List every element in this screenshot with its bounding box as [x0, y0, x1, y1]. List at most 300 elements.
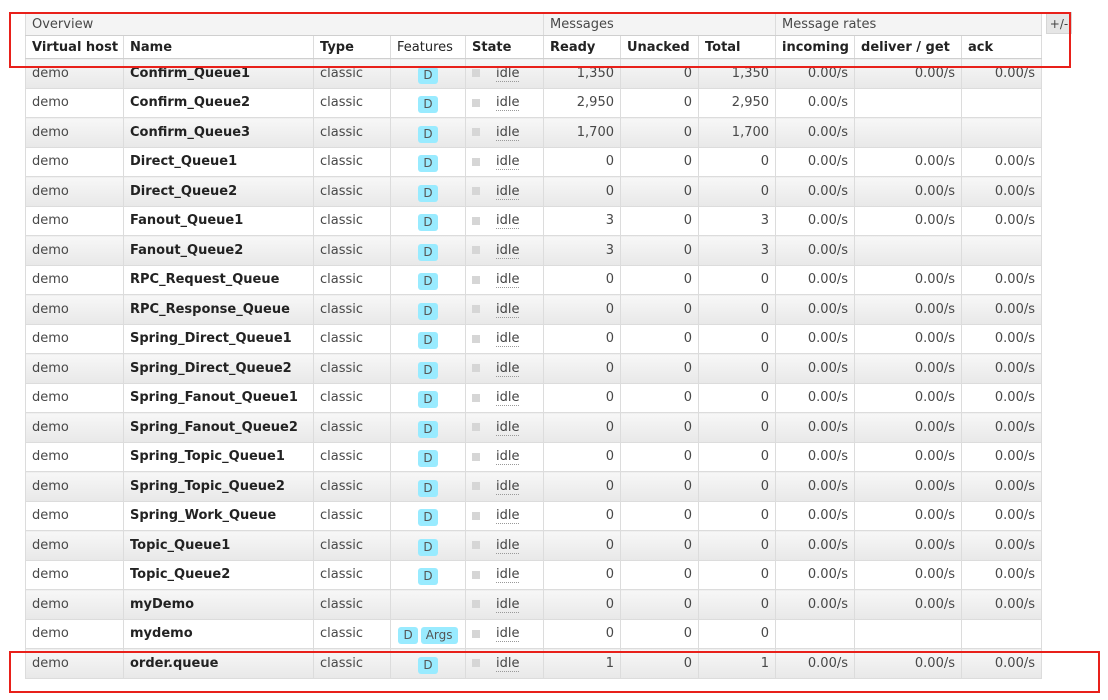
- state-cell: [466, 560, 544, 590]
- state-cell: [466, 147, 544, 177]
- ready-cell: 1,350: [544, 59, 621, 89]
- features-cell: [391, 531, 466, 561]
- column-header-row: [26, 36, 1042, 59]
- type-cell: classic: [314, 383, 391, 413]
- state-square-icon: [472, 335, 480, 343]
- unacked-cell: 0: [621, 413, 699, 443]
- features-cell: [391, 354, 466, 384]
- col-type[interactable]: Type: [314, 36, 391, 59]
- ack-rate-cell: 0.00/s: [962, 354, 1042, 384]
- features-cell: [391, 236, 466, 266]
- virtual-host-cell: demo: [26, 177, 124, 207]
- type-cell: classic: [314, 324, 391, 354]
- table-row: [26, 531, 1042, 561]
- unacked-cell: 0: [621, 590, 699, 620]
- type-cell: classic: [314, 413, 391, 443]
- total-cell: 1,700: [699, 118, 776, 148]
- deliver-get-rate-cell: 0.00/s: [855, 206, 962, 236]
- state-square-icon: [472, 600, 480, 608]
- deliver-get-rate-cell: [855, 88, 962, 118]
- features-cell: [391, 118, 466, 148]
- state-cell: [466, 442, 544, 472]
- virtual-host-cell: demo: [26, 324, 124, 354]
- incoming-rate-cell: 0.00/s: [776, 472, 855, 502]
- virtual-host-cell: demo: [26, 649, 124, 679]
- queue-name-link[interactable]: Spring_Fanout_Queue2: [124, 413, 314, 443]
- queue-name-link[interactable]: Spring_Topic_Queue1: [124, 442, 314, 472]
- deliver-get-rate-cell: 0.00/s: [855, 383, 962, 413]
- features-cell: [391, 265, 466, 295]
- virtual-host-cell: demo: [26, 354, 124, 384]
- queue-name-link[interactable]: Fanout_Queue2: [124, 236, 314, 266]
- deliver-get-rate-cell: 0.00/s: [855, 531, 962, 561]
- table-row: [26, 560, 1042, 590]
- incoming-rate-cell: [776, 619, 855, 649]
- features-cell: [391, 619, 466, 649]
- queue-rows: [26, 59, 1042, 679]
- state-cell: [466, 177, 544, 207]
- unacked-cell: 0: [621, 442, 699, 472]
- table-row: [26, 413, 1042, 443]
- incoming-rate-cell: 0.00/s: [776, 147, 855, 177]
- unacked-cell: 0: [621, 560, 699, 590]
- durable-badge: D: [418, 244, 437, 261]
- queue-name-link[interactable]: Spring_Work_Queue: [124, 501, 314, 531]
- queue-name-link[interactable]: Direct_Queue2: [124, 177, 314, 207]
- total-cell: 0: [699, 383, 776, 413]
- features-cell: [391, 324, 466, 354]
- ready-cell: 0: [544, 295, 621, 325]
- ack-rate-cell: 0.00/s: [962, 590, 1042, 620]
- ack-rate-cell: 0.00/s: [962, 295, 1042, 325]
- type-cell: classic: [314, 59, 391, 89]
- state-cell: [466, 590, 544, 620]
- virtual-host-cell: demo: [26, 236, 124, 266]
- ack-rate-cell: 0.00/s: [962, 206, 1042, 236]
- unacked-cell: 0: [621, 472, 699, 502]
- incoming-rate-cell: 0.00/s: [776, 442, 855, 472]
- ack-rate-cell: [962, 619, 1042, 649]
- type-cell: classic: [314, 177, 391, 207]
- state-square-icon: [472, 364, 480, 372]
- deliver-get-rate-cell: 0.00/s: [855, 442, 962, 472]
- ack-rate-cell: 0.00/s: [962, 147, 1042, 177]
- virtual-host-cell: demo: [26, 619, 124, 649]
- state-cell: [466, 383, 544, 413]
- unacked-cell: 0: [621, 118, 699, 148]
- state-label: idle: [496, 655, 520, 671]
- unacked-cell: 0: [621, 324, 699, 354]
- incoming-rate-cell: 0.00/s: [776, 177, 855, 207]
- total-cell: 0: [699, 501, 776, 531]
- state-square-icon: [472, 453, 480, 461]
- state-cell: [466, 59, 544, 89]
- durable-badge: D: [418, 480, 437, 497]
- features-cell: [391, 590, 466, 620]
- table-row: [26, 118, 1042, 148]
- total-cell: 0: [699, 147, 776, 177]
- table-row: [26, 501, 1042, 531]
- unacked-cell: 0: [621, 177, 699, 207]
- args-badge: Args: [421, 627, 458, 644]
- table-row: [26, 383, 1042, 413]
- ready-cell: 0: [544, 413, 621, 443]
- durable-badge: D: [418, 96, 437, 113]
- incoming-rate-cell: 0.00/s: [776, 88, 855, 118]
- deliver-get-rate-cell: 0.00/s: [855, 59, 962, 89]
- queues-table: [25, 12, 1042, 679]
- queue-name-link[interactable]: Spring_Direct_Queue2: [124, 354, 314, 384]
- incoming-rate-cell: 0.00/s: [776, 590, 855, 620]
- col-deliver-get[interactable]: deliver / get: [855, 36, 962, 59]
- state-square-icon: [472, 482, 480, 490]
- state-cell: [466, 324, 544, 354]
- deliver-get-rate-cell: [855, 619, 962, 649]
- type-cell: classic: [314, 531, 391, 561]
- queue-name-link[interactable]: Fanout_Queue1: [124, 206, 314, 236]
- state-square-icon: [472, 423, 480, 431]
- queue-name-link[interactable]: Confirm_Queue2: [124, 88, 314, 118]
- ack-rate-cell: 0.00/s: [962, 265, 1042, 295]
- total-cell: 1,350: [699, 59, 776, 89]
- state-cell: [466, 649, 544, 679]
- unacked-cell: 0: [621, 354, 699, 384]
- deliver-get-rate-cell: 0.00/s: [855, 560, 962, 590]
- virtual-host-cell: demo: [26, 206, 124, 236]
- ack-rate-cell: 0.00/s: [962, 177, 1042, 207]
- state-label: idle: [496, 331, 520, 347]
- unacked-cell: 0: [621, 531, 699, 561]
- state-label: idle: [496, 537, 520, 553]
- queue-name-link[interactable]: Topic_Queue2: [124, 560, 314, 590]
- durable-badge: D: [418, 67, 437, 84]
- unacked-cell: 0: [621, 88, 699, 118]
- state-label: idle: [496, 183, 520, 199]
- state-label: idle: [496, 567, 520, 583]
- virtual-host-cell: demo: [26, 147, 124, 177]
- incoming-rate-cell: 0.00/s: [776, 354, 855, 384]
- features-cell: [391, 88, 466, 118]
- durable-badge: D: [418, 273, 437, 290]
- table-row: [26, 59, 1042, 89]
- total-cell: 0: [699, 531, 776, 561]
- state-cell: [466, 118, 544, 148]
- queue-name-link[interactable]: Topic_Queue1: [124, 531, 314, 561]
- incoming-rate-cell: 0.00/s: [776, 59, 855, 89]
- state-label: idle: [496, 124, 520, 140]
- queue-name-link[interactable]: myDemo: [124, 590, 314, 620]
- ack-rate-cell: 0.00/s: [962, 59, 1042, 89]
- total-cell: 0: [699, 354, 776, 384]
- table-row: [26, 295, 1042, 325]
- deliver-get-rate-cell: [855, 236, 962, 266]
- queue-name-link[interactable]: RPC_Response_Queue: [124, 295, 314, 325]
- total-cell: 0: [699, 265, 776, 295]
- incoming-rate-cell: 0.00/s: [776, 649, 855, 679]
- col-ready[interactable]: Ready: [544, 36, 621, 59]
- ready-cell: 0: [544, 619, 621, 649]
- type-cell: classic: [314, 590, 391, 620]
- column-toggle-button[interactable]: +/-: [1046, 12, 1072, 34]
- group-header-row: [26, 13, 1042, 36]
- queue-name-link[interactable]: Confirm_Queue1: [124, 59, 314, 89]
- virtual-host-cell: demo: [26, 472, 124, 502]
- deliver-get-rate-cell: 0.00/s: [855, 501, 962, 531]
- type-cell: classic: [314, 88, 391, 118]
- state-cell: [466, 472, 544, 502]
- incoming-rate-cell: 0.00/s: [776, 324, 855, 354]
- ack-rate-cell: 0.00/s: [962, 649, 1042, 679]
- deliver-get-rate-cell: 0.00/s: [855, 177, 962, 207]
- virtual-host-cell: demo: [26, 501, 124, 531]
- state-label: idle: [496, 390, 520, 406]
- deliver-get-rate-cell: 0.00/s: [855, 324, 962, 354]
- unacked-cell: 0: [621, 295, 699, 325]
- state-label: idle: [496, 154, 520, 170]
- ack-rate-cell: 0.00/s: [962, 383, 1042, 413]
- features-cell: [391, 147, 466, 177]
- durable-badge: D: [398, 627, 417, 644]
- virtual-host-cell: demo: [26, 118, 124, 148]
- table-row: [26, 265, 1042, 295]
- deliver-get-rate-cell: 0.00/s: [855, 354, 962, 384]
- ready-cell: 0: [544, 383, 621, 413]
- durable-badge: D: [418, 303, 437, 320]
- features-cell: [391, 206, 466, 236]
- incoming-rate-cell: 0.00/s: [776, 413, 855, 443]
- unacked-cell: 0: [621, 501, 699, 531]
- type-cell: classic: [314, 501, 391, 531]
- deliver-get-rate-cell: 0.00/s: [855, 590, 962, 620]
- state-square-icon: [472, 630, 480, 638]
- virtual-host-cell: demo: [26, 590, 124, 620]
- state-label: idle: [496, 213, 520, 229]
- state-square-icon: [472, 541, 480, 549]
- state-cell: [466, 265, 544, 295]
- group-messages: Messages: [544, 13, 776, 36]
- table-row: [26, 236, 1042, 266]
- table-row: [26, 649, 1042, 679]
- ack-rate-cell: 0.00/s: [962, 501, 1042, 531]
- incoming-rate-cell: 0.00/s: [776, 295, 855, 325]
- col-ack[interactable]: ack: [962, 36, 1042, 59]
- state-square-icon: [472, 128, 480, 136]
- durable-badge: D: [418, 332, 437, 349]
- table-row: [26, 206, 1042, 236]
- type-cell: classic: [314, 295, 391, 325]
- col-incoming[interactable]: incoming: [776, 36, 855, 59]
- state-cell: [466, 88, 544, 118]
- virtual-host-cell: demo: [26, 531, 124, 561]
- durable-badge: D: [418, 421, 437, 438]
- deliver-get-rate-cell: 0.00/s: [855, 472, 962, 502]
- deliver-get-rate-cell: [855, 118, 962, 148]
- queue-name-link[interactable]: RPC_Request_Queue: [124, 265, 314, 295]
- state-square-icon: [472, 276, 480, 284]
- durable-badge: D: [418, 568, 437, 585]
- incoming-rate-cell: 0.00/s: [776, 118, 855, 148]
- deliver-get-rate-cell: 0.00/s: [855, 147, 962, 177]
- ack-rate-cell: 0.00/s: [962, 324, 1042, 354]
- table-row: [26, 88, 1042, 118]
- total-cell: 0: [699, 590, 776, 620]
- table-row: [26, 354, 1042, 384]
- total-cell: 0: [699, 413, 776, 443]
- unacked-cell: 0: [621, 236, 699, 266]
- ack-rate-cell: 0.00/s: [962, 413, 1042, 443]
- incoming-rate-cell: 0.00/s: [776, 560, 855, 590]
- virtual-host-cell: demo: [26, 442, 124, 472]
- type-cell: classic: [314, 442, 391, 472]
- type-cell: classic: [314, 147, 391, 177]
- total-cell: 3: [699, 206, 776, 236]
- col-virtual-host[interactable]: Virtual host: [26, 36, 124, 59]
- durable-badge: D: [418, 509, 437, 526]
- state-label: idle: [496, 242, 520, 258]
- type-cell: classic: [314, 649, 391, 679]
- durable-badge: D: [418, 450, 437, 467]
- table-row: [26, 619, 1042, 649]
- ready-cell: 0: [544, 354, 621, 384]
- durable-badge: D: [418, 126, 437, 143]
- state-label: idle: [496, 626, 520, 642]
- ack-rate-cell: 0.00/s: [962, 531, 1042, 561]
- ack-rate-cell: [962, 118, 1042, 148]
- type-cell: classic: [314, 354, 391, 384]
- incoming-rate-cell: 0.00/s: [776, 265, 855, 295]
- state-cell: [466, 354, 544, 384]
- state-cell: [466, 531, 544, 561]
- state-label: idle: [496, 419, 520, 435]
- unacked-cell: 0: [621, 265, 699, 295]
- queue-name-link[interactable]: Spring_Topic_Queue2: [124, 472, 314, 502]
- ready-cell: 0: [544, 177, 621, 207]
- virtual-host-cell: demo: [26, 265, 124, 295]
- features-cell: [391, 442, 466, 472]
- durable-badge: D: [418, 539, 437, 556]
- table-row: [26, 177, 1042, 207]
- state-square-icon: [472, 659, 480, 667]
- unacked-cell: 0: [621, 147, 699, 177]
- features-cell: [391, 501, 466, 531]
- ready-cell: 0: [544, 472, 621, 502]
- virtual-host-cell: demo: [26, 413, 124, 443]
- features-cell: [391, 649, 466, 679]
- state-square-icon: [472, 69, 480, 77]
- ack-rate-cell: 0.00/s: [962, 442, 1042, 472]
- incoming-rate-cell: 0.00/s: [776, 501, 855, 531]
- type-cell: classic: [314, 560, 391, 590]
- queue-name-link[interactable]: Spring_Direct_Queue1: [124, 324, 314, 354]
- durable-badge: D: [418, 657, 437, 674]
- state-cell: [466, 619, 544, 649]
- features-cell: [391, 59, 466, 89]
- features-cell: [391, 177, 466, 207]
- table-row: [26, 590, 1042, 620]
- state-square-icon: [472, 99, 480, 107]
- col-name[interactable]: Name: [124, 36, 314, 59]
- total-cell: 0: [699, 295, 776, 325]
- ready-cell: 0: [544, 442, 621, 472]
- features-cell: [391, 472, 466, 502]
- virtual-host-cell: demo: [26, 383, 124, 413]
- ready-cell: 0: [544, 590, 621, 620]
- table-row: [26, 147, 1042, 177]
- state-cell: [466, 206, 544, 236]
- ready-cell: 0: [544, 531, 621, 561]
- total-cell: 0: [699, 324, 776, 354]
- queue-name-link[interactable]: Spring_Fanout_Queue1: [124, 383, 314, 413]
- durable-badge: D: [418, 391, 437, 408]
- queue-name-link[interactable]: Confirm_Queue3: [124, 118, 314, 148]
- total-cell: 1: [699, 649, 776, 679]
- unacked-cell: 0: [621, 383, 699, 413]
- features-cell: [391, 560, 466, 590]
- type-cell: classic: [314, 265, 391, 295]
- state-cell: [466, 413, 544, 443]
- total-cell: 0: [699, 472, 776, 502]
- ready-cell: 3: [544, 236, 621, 266]
- ack-rate-cell: 0.00/s: [962, 472, 1042, 502]
- incoming-rate-cell: 0.00/s: [776, 206, 855, 236]
- col-features: Features: [391, 36, 466, 59]
- state-square-icon: [472, 158, 480, 166]
- queue-name-link[interactable]: Direct_Queue1: [124, 147, 314, 177]
- ready-cell: 2,950: [544, 88, 621, 118]
- table-row: [26, 472, 1042, 502]
- state-label: idle: [496, 272, 520, 288]
- virtual-host-cell: demo: [26, 59, 124, 89]
- group-message-rates: Message rates: [776, 13, 1042, 36]
- virtual-host-cell: demo: [26, 295, 124, 325]
- incoming-rate-cell: 0.00/s: [776, 383, 855, 413]
- virtual-host-cell: demo: [26, 88, 124, 118]
- total-cell: 0: [699, 619, 776, 649]
- state-square-icon: [472, 571, 480, 579]
- incoming-rate-cell: 0.00/s: [776, 236, 855, 266]
- durable-badge: D: [418, 185, 437, 202]
- ready-cell: 1: [544, 649, 621, 679]
- type-cell: classic: [314, 118, 391, 148]
- col-unacked[interactable]: Unacked: [621, 36, 699, 59]
- state-square-icon: [472, 512, 480, 520]
- table-row: [26, 324, 1042, 354]
- ready-cell: 0: [544, 501, 621, 531]
- deliver-get-rate-cell: 0.00/s: [855, 649, 962, 679]
- ack-rate-cell: [962, 236, 1042, 266]
- ack-rate-cell: 0.00/s: [962, 560, 1042, 590]
- state-label: idle: [496, 95, 520, 111]
- total-cell: 0: [699, 442, 776, 472]
- queue-name-link[interactable]: order.queue: [124, 649, 314, 679]
- durable-badge: D: [418, 155, 437, 172]
- durable-badge: D: [418, 362, 437, 379]
- ready-cell: 3: [544, 206, 621, 236]
- state-label: idle: [496, 65, 520, 81]
- type-cell: classic: [314, 236, 391, 266]
- queue-name-link[interactable]: mydemo: [124, 619, 314, 649]
- state-label: idle: [496, 508, 520, 524]
- state-square-icon: [472, 394, 480, 402]
- type-cell: classic: [314, 472, 391, 502]
- state-square-icon: [472, 246, 480, 254]
- state-label: idle: [496, 596, 520, 612]
- col-total[interactable]: Total: [699, 36, 776, 59]
- ready-cell: 1,700: [544, 118, 621, 148]
- state-square-icon: [472, 187, 480, 195]
- state-label: idle: [496, 301, 520, 317]
- col-state[interactable]: State: [466, 36, 544, 59]
